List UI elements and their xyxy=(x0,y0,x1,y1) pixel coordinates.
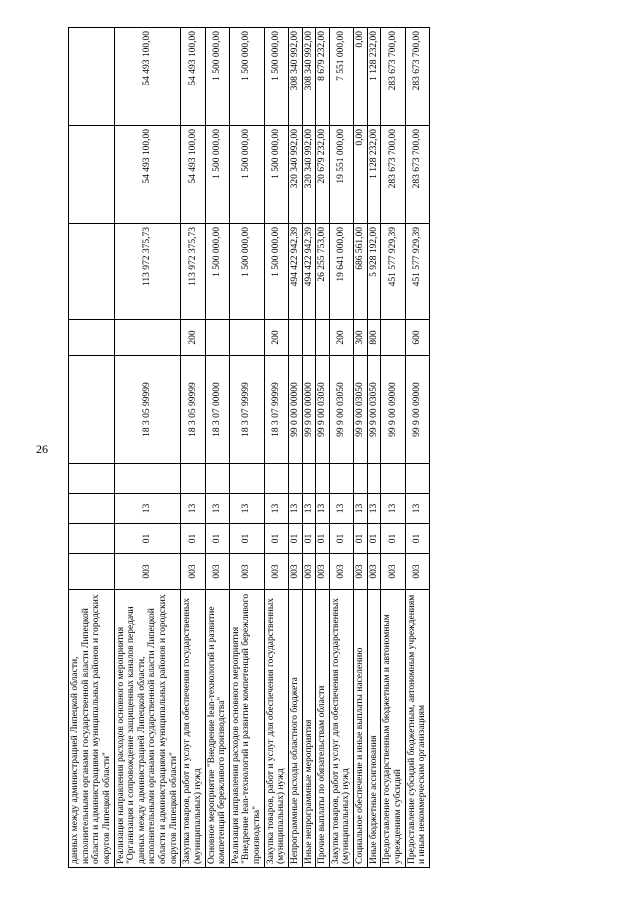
row-name: Непрограммные расходы областного бюджета xyxy=(288,590,302,868)
row-sum-1: 1 500 000,00 xyxy=(205,224,229,320)
table-row xyxy=(302,28,316,868)
row-name: Предоставление субсидий бюджетным, автономным учреждениям и иным некоммерческим организациям xyxy=(405,590,429,868)
row-sum-1: 494 422 942,39 xyxy=(302,224,316,320)
row-sum-1: 26 255 753,00 xyxy=(316,224,330,320)
row-extra xyxy=(316,464,330,494)
row-name: Предоставление государственным бюджетным и автономным учреждениям субсидий xyxy=(381,590,405,868)
row-sum-2: 1 128 232,00 xyxy=(367,126,381,224)
table-row xyxy=(316,28,330,868)
row-target-article: 99 9 00 09000 xyxy=(405,356,429,464)
row-extra xyxy=(205,464,229,494)
row-expense-type: 800 xyxy=(367,320,381,356)
row-code: 003 xyxy=(367,554,381,590)
row-expense-type xyxy=(114,320,181,356)
row-subsection: 13 xyxy=(288,494,302,524)
row-name: Прочие выплаты по обязательствам области xyxy=(316,590,330,868)
row-target-article: 99 9 00 03050 xyxy=(354,356,368,464)
row-expense-type xyxy=(288,320,302,356)
row-section xyxy=(69,524,115,554)
row-expense-type: 600 xyxy=(405,320,429,356)
table-row xyxy=(205,28,229,868)
row-sum-1: 113 972 375,73 xyxy=(181,224,205,320)
row-subsection: 13 xyxy=(181,494,205,524)
row-section: 01 xyxy=(367,524,381,554)
row-sum-3: 308 340 992,00 xyxy=(288,28,302,126)
row-sum-1: 5 928 192,00 xyxy=(367,224,381,320)
row-target-article xyxy=(69,356,115,464)
row-subsection: 13 xyxy=(316,494,330,524)
table-row xyxy=(229,28,264,868)
row-section: 01 xyxy=(381,524,405,554)
row-subsection xyxy=(69,494,115,524)
row-sum-3: 54 493 100,00 xyxy=(114,28,181,126)
row-sum-3: 1 500 000,00 xyxy=(205,28,229,126)
row-sum-2: 283 673 700,00 xyxy=(405,126,429,224)
row-name: Основное мероприятие "Внедрение lean-технологий и развитие компетенций бережливого производства" xyxy=(205,590,229,868)
row-section: 01 xyxy=(264,524,288,554)
row-name: Иные бюджетные ассигнования xyxy=(367,590,381,868)
row-expense-type xyxy=(381,320,405,356)
row-code: 003 xyxy=(302,554,316,590)
row-name: Социальное обеспечение и иные выплаты населению xyxy=(354,590,368,868)
row-sum-3: 7 551 000,00 xyxy=(329,28,353,126)
row-section: 01 xyxy=(229,524,264,554)
row-sum-2: 54 493 100,00 xyxy=(181,126,205,224)
table-row xyxy=(381,28,405,868)
row-target-article: 99 9 00 00000 xyxy=(302,356,316,464)
row-name: Реализация направления расходов основного мероприятия "Внедрение lean-технологий и развитие компетенций бережливого производства" xyxy=(229,590,264,868)
row-expense-type: 200 xyxy=(329,320,353,356)
row-sum-1: 113 972 375,73 xyxy=(114,224,181,320)
row-section: 01 xyxy=(405,524,429,554)
row-expense-type xyxy=(302,320,316,356)
row-code: 003 xyxy=(354,554,368,590)
row-code: 003 xyxy=(329,554,353,590)
row-target-article: 99 9 00 03050 xyxy=(316,356,330,464)
row-section: 01 xyxy=(329,524,353,554)
table-row xyxy=(288,28,302,868)
row-sum-3: 0,00 xyxy=(354,28,368,126)
row-expense-type xyxy=(69,320,115,356)
row-target-article: 99 9 00 09000 xyxy=(381,356,405,464)
row-sum-1: 1 500 000,00 xyxy=(229,224,264,320)
row-section: 01 xyxy=(181,524,205,554)
row-code: 003 xyxy=(405,554,429,590)
row-name: Реализация направления расходов основного мероприятия "Организация и сопровождение защищенных каналов передачи данных между администрацией Липецкой области, исполнительными органами государственной власти Липецкой области и администрациями муниципальных районов и городских округов Липецкой области" xyxy=(114,590,181,868)
row-extra xyxy=(329,464,353,494)
row-subsection: 13 xyxy=(381,494,405,524)
table-row xyxy=(367,28,381,868)
row-extra xyxy=(114,464,181,494)
row-sum-3: 8 679 232,00 xyxy=(316,28,330,126)
row-subsection: 13 xyxy=(405,494,429,524)
row-sum-2: 0,00 xyxy=(354,126,368,224)
row-subsection: 13 xyxy=(329,494,353,524)
row-subsection: 13 xyxy=(367,494,381,524)
row-sum-3: 308 340 992,00 xyxy=(302,28,316,126)
row-subsection: 13 xyxy=(205,494,229,524)
row-name: данных между администрацией Липецкой области, исполнительными органами государственной власти Липецкой области и администрациями муниципальных районов и городских округов Липецкой области" xyxy=(69,590,115,868)
row-subsection: 13 xyxy=(302,494,316,524)
row-name: Закупка товаров, работ и услуг для обеспечения государственных (муниципальных) нужд xyxy=(181,590,205,868)
table-row xyxy=(181,28,205,868)
row-sum-2: 1 500 000,00 xyxy=(229,126,264,224)
row-extra xyxy=(69,464,115,494)
page-number: 26 xyxy=(36,442,48,456)
row-section: 01 xyxy=(302,524,316,554)
row-sum-1: 686 561,00 xyxy=(354,224,368,320)
row-code: 003 xyxy=(381,554,405,590)
table-body xyxy=(69,28,430,868)
row-expense-type xyxy=(229,320,264,356)
row-sum-2: 1 500 000,00 xyxy=(264,126,288,224)
row-sum-3: 1 500 000,00 xyxy=(229,28,264,126)
row-target-article: 99 9 00 03050 xyxy=(329,356,353,464)
row-extra xyxy=(354,464,368,494)
row-sum-2: 283 673 700,00 xyxy=(381,126,405,224)
row-code: 003 xyxy=(288,554,302,590)
row-target-article: 18 3 05 99999 xyxy=(181,356,205,464)
row-target-article: 99 0 00 00000 xyxy=(288,356,302,464)
row-expense-type: 300 xyxy=(354,320,368,356)
row-sum-2: 19 551 000,00 xyxy=(329,126,353,224)
row-target-article: 18 3 05 99999 xyxy=(114,356,181,464)
row-subsection: 13 xyxy=(229,494,264,524)
row-subsection: 13 xyxy=(264,494,288,524)
row-sum-2 xyxy=(69,126,115,224)
table-row xyxy=(329,28,353,868)
row-sum-2: 54 493 100,00 xyxy=(114,126,181,224)
row-code: 003 xyxy=(181,554,205,590)
row-section: 01 xyxy=(114,524,181,554)
table-row xyxy=(114,28,181,868)
table-row xyxy=(264,28,288,868)
row-sum-1: 1 500 000,00 xyxy=(264,224,288,320)
row-section: 01 xyxy=(316,524,330,554)
row-sum-2: 320 340 992,00 xyxy=(302,126,316,224)
row-extra xyxy=(405,464,429,494)
row-sum-1 xyxy=(69,224,115,320)
rotated-table-container xyxy=(68,28,568,868)
row-extra xyxy=(181,464,205,494)
row-code: 003 xyxy=(205,554,229,590)
row-expense-type xyxy=(205,320,229,356)
row-section: 01 xyxy=(354,524,368,554)
row-sum-1: 494 422 942,39 xyxy=(288,224,302,320)
row-code: 003 xyxy=(114,554,181,590)
row-code: 003 xyxy=(229,554,264,590)
row-code: 003 xyxy=(316,554,330,590)
row-sum-1: 451 577 929,39 xyxy=(381,224,405,320)
table-row xyxy=(69,28,115,868)
row-subsection: 13 xyxy=(114,494,181,524)
row-sum-2: 1 500 000,00 xyxy=(205,126,229,224)
row-extra xyxy=(229,464,264,494)
row-name: Закупка товаров, работ и услуг для обеспечения государственных (муниципальных) нужд xyxy=(264,590,288,868)
row-extra xyxy=(367,464,381,494)
row-sum-1: 19 641 000,00 xyxy=(329,224,353,320)
row-expense-type xyxy=(316,320,330,356)
row-sum-3: 1 128 232,00 xyxy=(367,28,381,126)
row-code xyxy=(69,554,115,590)
row-sum-2: 20 679 232,00 xyxy=(316,126,330,224)
row-target-article: 18 3 07 99999 xyxy=(229,356,264,464)
row-extra xyxy=(288,464,302,494)
row-sum-3: 54 493 100,00 xyxy=(181,28,205,126)
row-sum-3: 283 673 700,00 xyxy=(405,28,429,126)
row-sum-2: 320 340 992,00 xyxy=(288,126,302,224)
row-sum-3: 283 673 700,00 xyxy=(381,28,405,126)
row-subsection: 13 xyxy=(354,494,368,524)
row-target-article: 99 9 00 03050 xyxy=(367,356,381,464)
row-code: 003 xyxy=(264,554,288,590)
row-section: 01 xyxy=(288,524,302,554)
budget-table xyxy=(68,27,430,868)
row-section: 01 xyxy=(205,524,229,554)
row-target-article: 18 3 07 00000 xyxy=(205,356,229,464)
row-extra xyxy=(264,464,288,494)
row-target-article: 18 3 07 99999 xyxy=(264,356,288,464)
row-extra xyxy=(381,464,405,494)
table-row xyxy=(354,28,368,868)
row-extra xyxy=(302,464,316,494)
row-name: Закупка товаров, работ и услуг для обеспечения государственных (муниципальных) нужд xyxy=(329,590,353,868)
row-sum-1: 451 577 929,39 xyxy=(405,224,429,320)
row-sum-3 xyxy=(69,28,115,126)
row-sum-3: 1 500 000,00 xyxy=(264,28,288,126)
row-expense-type: 200 xyxy=(264,320,288,356)
table-row xyxy=(405,28,429,868)
row-name: Иные непрограммные мероприятия xyxy=(302,590,316,868)
row-expense-type: 200 xyxy=(181,320,205,356)
